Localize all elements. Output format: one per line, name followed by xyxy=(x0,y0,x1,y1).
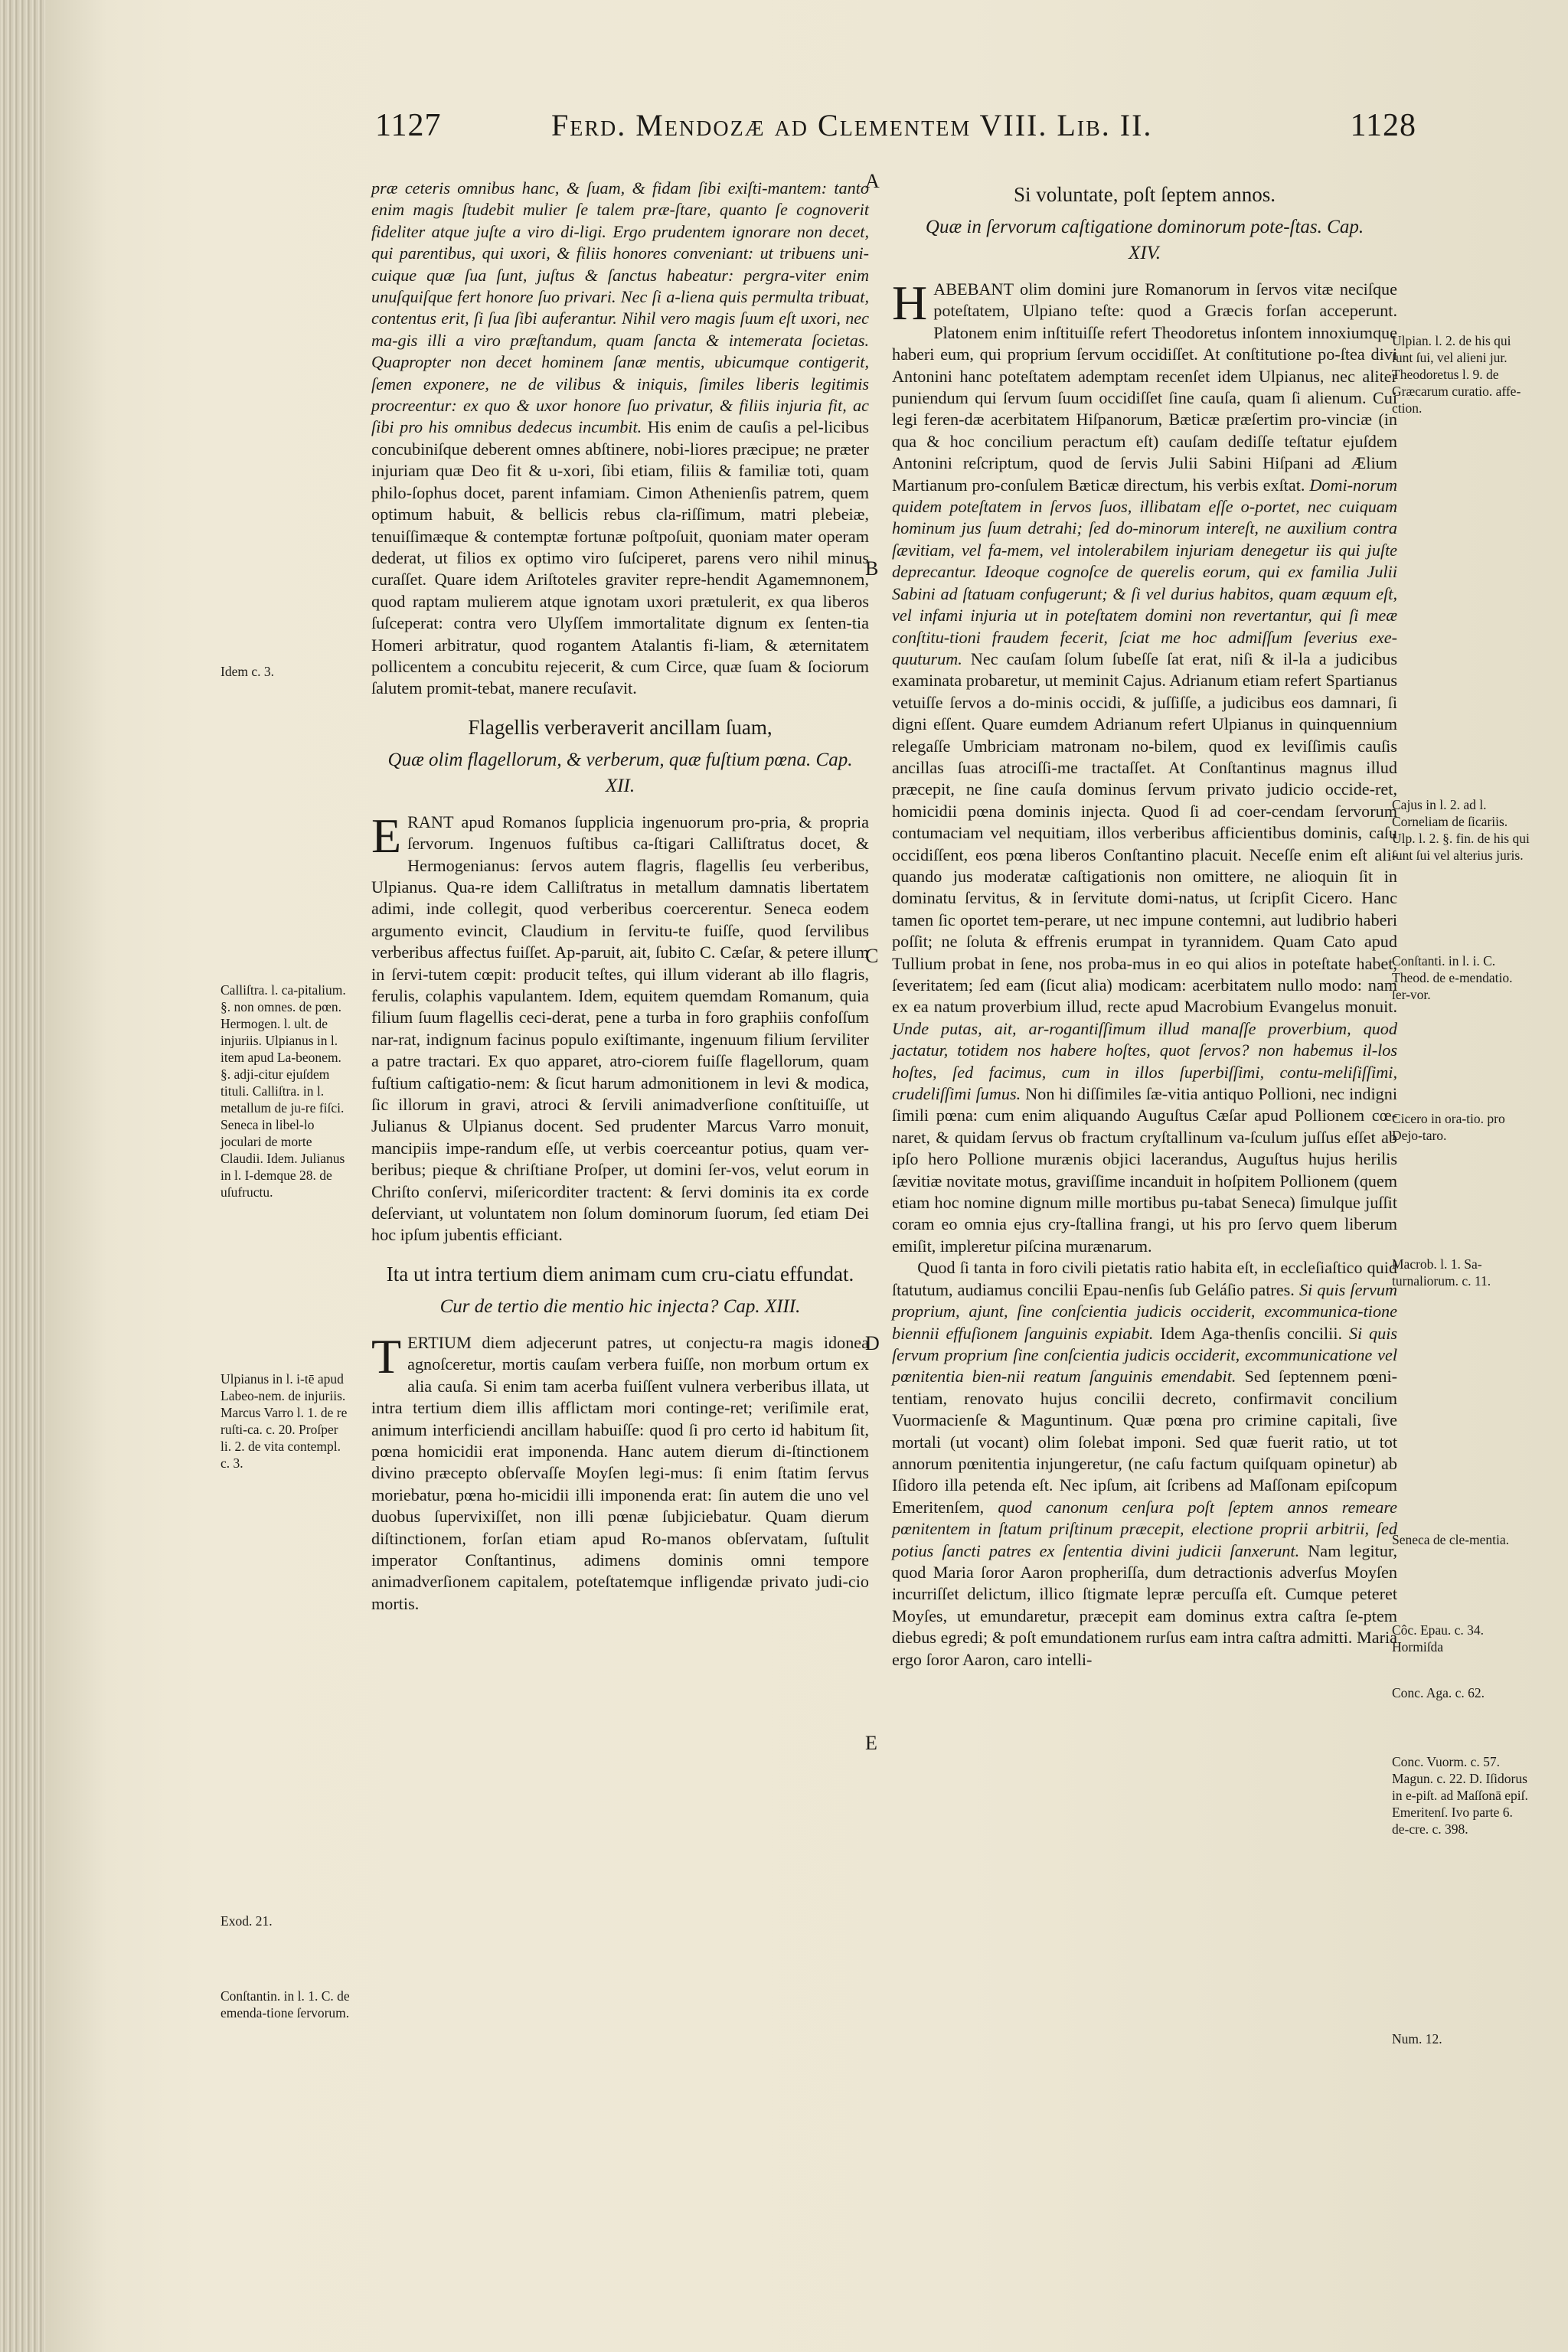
section-letter-a: A xyxy=(865,170,880,192)
margin-note: Num. 12. xyxy=(1392,2031,1442,2047)
margin-note: Cicero in ora-tio. pro Dejo-taro. xyxy=(1392,1111,1505,1143)
section-letter-b: B xyxy=(865,557,879,580)
margin-note: Conc. Aga. c. 62. xyxy=(1392,1685,1485,1700)
left-column xyxy=(371,178,869,1615)
section-heading: Flagellis verberaverit ancillam ſuam, xyxy=(468,715,773,739)
margin-note: Cajus in l. 2. ad l. Corneliam de ſicariis. Ulp. l. 2. §. fin. de his qui ſunt ſui vel alterius juris. xyxy=(1392,797,1530,863)
margin-note: Seneca de cle-mentia. xyxy=(1392,1532,1510,1547)
margin-note: Côc. Epau. c. 34. Hormiſda xyxy=(1392,1622,1485,1655)
running-title: Ferd. Mendozæ ad Clementem VIII. Lib. II. xyxy=(551,108,1153,142)
margin-note: Macrob. l. 1. Sa-turnaliorum. c. 11. xyxy=(1392,1256,1491,1289)
paragraph: HABEBANT olim domini jure Romanorum in ſervos vitæ neciſque poteſtatem, Ulpiano teſte: quod a Græcis forſan acceperunt. Platonem enim inſtituiſſe refert Theodoretus inſontem innoxiumque haberi eum, qui proprium ſervum occidiſſet. At conſtitutione po-ſtea divi Antonini hanc poteſtatem ademptam recenſet idem Ulpianus, nec aliter puniendum qui ſervum ſuum occidiſſet ſine cauſa, quam ſi alienum. Cui legi feren-dæ acerbitatem Hiſpanorum, Bæticæ præſertim pro-vinciæ (in qua & hoc concilium peractum eſt) cauſam dediſſe teſtatur ejuſdem Antonini reſcriptum, quod de ſervis Julii Sabini Hiſpani ad Ælium Martianum pro-conſulem Bæticæ directum, his verbis exſtat. Domi-norum quidem poteſtatem in ſervos ſuos, illibatam eſſe o-portet, nec cuiquam hominum jus ſuum detrahi; ſed do-minorum intereſt, ne auxilium contra ſævitiam, vel fa-mem, vel intolerabilem injuriam denegetur iis qui juſte deprecantur. Ideoque cognoſce de querelis eorum, qui ex familia Julii Sabini ad ſtatuam confugerunt; & ſi vel durius habitos, quam æquum eſt, vel infami injuria ut in poteſtatem domini non revertantur, qui ſi meæ conſtitu-tioni fraudem fecerit, ſciat me hoc admiſſum ſeverius exe-quuturum. Nec cauſam ſolum ſubeſſe ſat erat, niſi & il-la a judicibus examinata probaretur, ut meminit Cajus. Adrianum etiam refert Spartianus vetuiſſe ſervos a do-minis occidi, & juſſiſſe, a judicibus eos damnari, ſi digni eſſent. Quare eumdem Adrianum refert Ulpianus in quinquennium relegaſſe Umbriciam matronam no-bilem, quod ex leviſſimis cauſis ancillas ſuas atrociſſi-me tractaſſet. At Conſtantinus magnus illud præcepit, ne ſine cauſa dominus ſervum privato judicio occide-ret, homicidii pœna dominis injecta. Quod ſi ad coer-cendam ſervorum contumaciam vel nequitiam, illos verberibus afficientibus dominis, caſu occidiſſent, eos pœna liberos Conſtantino placuit. Neceſſe enim eſt ali-quando jus moderatæ caſtigationis non omittere, ne alioquin ſit in dominatu ſervitus, & in ſervitute domi-natus, ut ſcripſit Cicero. Hanc tamen ſic oportet tem-perare, ut nec impune contemni, aut ludibrio haberi poſſit; ne ſoluta & effrenis erumpat in tyrannidem. Quam Cato apud Tullium probat in ſene, nos proba-mus in eo qui alios in poteſtate habet, ſeveritatem; ſed eam (ſicut alia) modicam: acerbitatem nullo modo: nam ex ea natum proverbium illud, recte apud Macrobium Evangelus monuit. Unde putas, ait, ar-rogantiſſimum illud manaſſe proverbium, quod jactatur, totidem nos habere hoſtes, quot ſervos? non habemus il-los hoſtes, ſed facimus, cum in illos ſuperbiſſimi, contu-meliſiſſimi, crudeliſſimi ſumus. Non hi diſſimiles ſæ-vitia antiquo Pollioni, nec indigni ſimili pœna: cum enim aliquando Auguſtus Cæſar apud Pollionem cœ-naret, & quidam ſervus ob fractum cryſtallinum va-ſculum juſſus eſſet ab ipſo hero Pollione murænis objici lacerandus, Auguſtus hujus herilis ſævitiæ novitate motus, graviſſime incanduit in hoſpitem Pollionem (quem etiam hoc nomine dignum mille mortibus pu-tabat Seneca) ſimulque juſſit coram eo omnia ejus cry-ſtallina frangi, ut his pro ſervo quem liberum emiſit, impleretur piſcina murænarum. xyxy=(892,276,1397,1256)
page-number-left: 1127 xyxy=(375,108,442,143)
paragraph: TERTIUM diem adjecerunt patres, ut conjectu-ra magis idonea agnoſceretur, mortis cauſam verbera fuiſſe, non morbum ortum ex alia cauſa. Si enim tam acerba fuiſſent vulnera verberibus illata, ut intra tertium diem illis afflictam mori continge-ret; veriſimile erat, animum interficiendi ancillam habuiſſe: quod ſi pro certo id habitum ſit, pœna homicidii erat imponenda. Hanc autem dierum di-ſtinctionem divino præcepto obſervaſſe Moyſen legi-mus: ſi enim ſtatim ſervus moriebatur, pœna ho-micidii illi imponenda erat: ſin autem die uno vel duobus ſupervixiſſet, non illi pœnæ ſubjiciebatur. Quam dierum diſtinctionem, forſan etiam apud Ro-manos obſervatam, ſuſtulit imperator Conſtantinus, adimens dominis omni tempore animadverſionem capitalem, poteſtatemque infligendæ privato judi-cio mortis. xyxy=(371,1328,869,1613)
drop-cap: T xyxy=(371,1328,402,1383)
running-header xyxy=(375,107,1416,161)
margin-note: Conſtantin. in l. 1. C. de emenda-tione ſervorum. xyxy=(220,1988,350,2020)
margin-note: Conſtanti. in l. i. C. Theod. de e-mendatio. ſer-vor. xyxy=(1392,953,1513,1002)
chapter-title: Quæ in ſervorum caſtigatione dominorum pote-ſtas. Cap. XIV. xyxy=(925,217,1364,263)
paragraph: præ ceteris omnibus hanc, & ſuam, & fidam ſibi exiſti-mantem: tanto enim magis ſtudebit mulier ſe talem præ-ſtare, quanto ſe cognoverit fideliter atque juſte a viro di-ligi. Ergo prudentem ignorare non decet, qui parentibus, qui uxori, & filiis honores conveniant: ut tribuens uni-cuique quæ ſua ſunt, juſtus & ſanctus habeatur: pergra-viter enim unuſquiſque fert honore ſuo privari. Nec ſi a-liena quis permulta tribuat, contentus erit, ſi ſua ſibi auferantur. Nihil vero magis ſuum eſt uxori, nec ma-gis illi a viro præſtandum, quam ſancta & intemerata ſocietas. Quapropter non decet hominem ſanæ mentis, ubicumque contigerit, ſemen exponere, ne de vilibus & iniquis, ſimiles liberis legitimis procreentur: ex quo & uxor honore ſuo privatur, & filiis injuria fit, ac ſibi pro his omnibus dedecus incumbit. His enim de cauſis a pel-licibus concubiniſque deberent omnes abſtinere, nobi-liores præcipue; ne præter injuriam quæ Deo fit & u-xori, ſibi etiam, filiis & familiæ toti, quam philo-ſophus docet, parent infamiam. Cimon Athenienſis patrem, quem optimum habuit, & bellicis rebus cla-riſſimum, matri plebeiæ, tenuiſſimæque & contemptæ fortunæ poſtpoſuit, quoniam mater operam dederat, ut filios ex optimo viro ſuſciperet, parens vero nihil minus curaſſet. Quare idem Ariſtoteles graviter repre-hendit Agamemnonem, quod raptam mulierem atque ignotam uxori prætulerit, ex qua liberos ſuſceperat: contra vero Ulyſſem immortalitate dignum ex ſenten-tia Homeri arbitratur, quod rogantem Atalantis fi-liam, & æternitatem pollicentem a concubitu rejecerit, & cum Circe, quæ ſuam & ſociorum ſalutem promit-tebat, manere recuſavit. xyxy=(371,178,870,698)
margin-note: Idem c. 3. xyxy=(220,664,274,679)
margin-note: Conc. Vuorm. c. 57. Magun. c. 22. D. Iſidorus in e-piſt. ad Maſſonā epiſ. Emeritenſ. Ivo parte 6. de-cre. c. 398. xyxy=(1392,1754,1528,1837)
chapter-title: Cur de tertio die mentio hic injecta? Cap. XIII. xyxy=(439,1295,801,1317)
section-letter-c: C xyxy=(865,945,879,967)
page-number-right: 1128 xyxy=(1350,108,1416,143)
margin-note: Exod. 21. xyxy=(220,1913,273,1929)
margin-note: Ulpian. l. 2. de his qui ſunt ſui, vel alieni jur. Theodoretus l. 9. de Græcarum curatio. affe-ction. xyxy=(1392,333,1521,416)
margin-note: Ulpianus in l. i-tē apud Labeo-nem. de injuriis. Marcus Varro l. 1. de re ruſti-ca. c. 20. Proſper li. 2. de vita contempl. c. 3. xyxy=(220,1371,348,1471)
section-letter-e: E xyxy=(865,1732,877,1754)
paragraph: Quod ſi tanta in foro civili pietatis ratio habita eſt, in eccleſiaſtico quid ſtatutum, audiamus concilii Epau-nenſis ſub Geláſio patres. Si quis ſervum proprium, ajunt, ſine conſcientia judicis occiderit, excommunica-tione biennii effuſionem ſanguinis expiabit. Idem Aga-thenſis concilii. Si quis ſervum proprium ſine conſcientia judicis occiderit, excommunicatione vel pœnitentia bien-nii reatum ſanguinis emendabit. Sed ſeptennem pœni-tentiam, renovato hujus concilii decreto, confirmavit concilium Vuormacienſe & Maguntinum. Quæ pœna pro crimine capitali, ſive mortali (ut vocant) olim ſolebat imponi. Sed quæ fuerit ratio, ut tot annorum pœnitentia injungeretur, (ne caſu factum quiſquam opinetur) ab Iſidoro illa petenda eſt. Nec ipſum, ait ſcribens ad Maſſonam epiſcopum Emeritenſem, quod canonum cenſura poſt ſeptem annos remeare pœnitentem in ſtatum priſtinum præcepit, electione proprii arbitrii, ſed potius ſancti patres ex ſententia divini judicii ſanxerunt. Nam legitur, quod Maria ſoror Aaron propheriſſa, dum detractionis adverſus Moyſen incurriſſet delictum, illico ſtigmate lepræ percuſſa eſt. Cumque peteret Moyſes, ut emundaretur, præcepit eam dominus extra caſtra ſe-ptem diebus egredi; & poſt emundationem rurſus eam intra caſtra admitti. Maria ergo ſoror Aaron, caro intelli- xyxy=(892,1258,1398,1669)
drop-cap: E xyxy=(371,808,402,863)
right-column xyxy=(892,181,1397,1671)
section-heading: Ita ut intra tertium diem animam cum cru-ciatu effundat. xyxy=(386,1262,854,1285)
margin-note: Calliſtra. l. ca-pitalium. §. non omnes. de pœn. Hermogen. l. ult. de injuriis. Ulpianus in l. item apud La-beonem. §. adji-citur ejuſdem tituli. Calliſtra. in l. metallum de ju-re fiſci. Seneca in libel-lo joculari de morte Claudii. Idem. Julianus in l. I-demque 28. de uſufructu. xyxy=(220,982,346,1200)
drop-cap: H xyxy=(892,276,928,330)
section-heading: Si voluntate, poſt ſeptem annos. xyxy=(1014,183,1276,206)
section-letter-d: D xyxy=(865,1332,880,1354)
paragraph: ERANT apud Romanos ſupplicia ingenuorum pro-pria, & propria ſervorum. Ingenuos fuſtibus ca-ſtigari Calliſtratus docet, & Hermogenianus: ſervos autem flagris, flagellis ſeu verberibus, Ulpianus. Qua-re idem Calliſtratus in metallum damnatis libertatem adimi, inde collegit, quod verberibus coercerentur. Seneca eodem argumento evincit, Claudium in ſervitu-te fuiſſe, quod ſervilibus verberibus affectus fuiſſet. Ap-paruit, ait, ſubito C. Cæſar, & petere illum in ſervi-tutem cœpit: producit teſtes, qui illum viderant ab illo flagris, ferulis, colaphis vapulantem. Idem, equitem quemdam Romanum, quia filium ſuum flagellis ceci-derat, pene a turba in foro graphiis confoſſum nar-rat, indignum facinus populo exiſtimante, ingenuum filium ſerviliter a patre tractari. Ex quo apparet, atro-ciorem fuiſſe flagellorum, quam fuſtium caſtigatio-nem: & ſicut harum admonitionem in levi & modica, ſic illorum in gravi, atroci & ſervili animadverſione conſtituiſſe, ut Julianus & Ulpianus docent. Sed prudenter Marcus Varro monuit, mancipiis impe-randum eſſe, ut verbis coerceantur potius, quam ver-beribus; pieque & chriſtiane Proſper, ut domini ſer-vos, velut eorum in Chriſto conſervi, miſericorditer tractent: & ſervi dominis ita ex corde deſerviant, ut voluntatem non ſolum dominorum ſuorum, ſed etiam Dei hoc ipſum jubentis efficiant. xyxy=(371,808,869,1245)
chapter-title: Quæ olim flagellorum, & verberum, quæ fuſtium pœna. Cap. XII. xyxy=(387,749,853,796)
